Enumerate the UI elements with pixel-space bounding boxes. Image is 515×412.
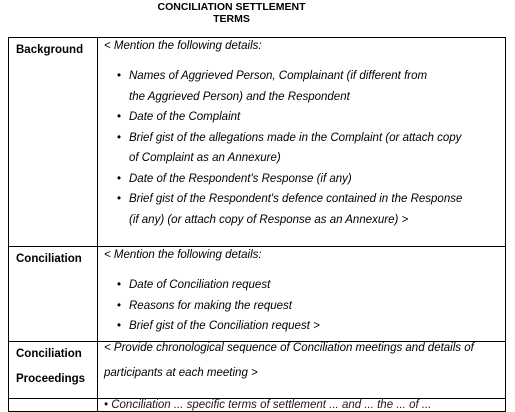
list-item-text: Date of the Respondent's Response (if any) — [129, 172, 352, 185]
list-item-text: Brief gist of the Conciliation request > — [129, 320, 320, 332]
list-item-text: Reasons for making the request — [129, 299, 293, 312]
conciliation-label: Conciliation — [16, 253, 82, 265]
list-item — [104, 169, 501, 190]
list-item-continuation — [104, 210, 501, 231]
bullet-icon: • — [117, 172, 122, 185]
list-item-text: of Complaint as an Annexure) — [129, 152, 281, 164]
list-item-text: Names of Aggrieved Person, Complainant (if different from — [129, 70, 428, 82]
bullet-icon: • — [117, 279, 122, 291]
conciliation-content-cell — [98, 247, 506, 342]
bullet-icon: • — [117, 320, 122, 332]
list-item-continuation — [104, 87, 501, 108]
list-item-text: Brief gist of the Respondent's defence contained in the Response — [129, 193, 463, 205]
proceedings-text-line-2: participants at each meeting > — [104, 367, 258, 379]
bullet-icon: • — [117, 131, 122, 144]
list-item-text: (if any) (or attach copy of Response as an Annexure) > — [129, 213, 409, 226]
background-row — [9, 38, 506, 247]
proceedings-text-line-1: < Provide chronological sequence of Conciliation meetings and details of — [104, 342, 474, 354]
background-label-cell — [9, 38, 98, 247]
settlement-terms-table — [8, 37, 506, 412]
title-line-1: CONCILIATION SETTLEMENT — [157, 1, 306, 13]
partial-content-cell — [98, 399, 506, 412]
background-bullet-list — [104, 66, 501, 230]
background-content-cell — [98, 38, 506, 247]
partial-text: • Conciliation ... specific terms of settlement ... and ... the ... of ... — [104, 399, 432, 411]
conciliation-bullet-list — [104, 275, 501, 337]
proceedings-label-line-1: Conciliation — [16, 348, 82, 360]
list-item — [104, 296, 501, 317]
list-item-text: Date of Conciliation request — [129, 279, 271, 291]
bullet-icon: • — [117, 299, 122, 312]
bullet-icon: • — [117, 70, 122, 82]
background-label: Background — [16, 44, 84, 56]
proceedings-content-cell — [98, 342, 506, 399]
proceedings-label-cell — [9, 342, 98, 399]
list-item — [104, 316, 501, 337]
list-item — [104, 107, 501, 128]
partial-label-cell — [9, 399, 98, 412]
document-title — [0, 1, 463, 25]
list-item-text: the Aggrieved Person) and the Respondent — [129, 90, 350, 103]
list-item-text: Date of the Complaint — [129, 111, 241, 123]
list-item — [104, 275, 501, 296]
list-item — [104, 189, 501, 210]
bullet-icon: • — [117, 193, 122, 205]
bullet-icon: • — [117, 111, 122, 123]
list-item — [104, 128, 501, 149]
list-item-continuation — [104, 148, 501, 169]
proceedings-label-line-2: Proceedings — [16, 373, 86, 385]
partial-row — [9, 399, 506, 412]
list-item-text: Brief gist of the allegations made in the Complaint (or attach copy — [129, 131, 462, 144]
background-intro: < Mention the following details: — [104, 40, 262, 52]
proceedings-row — [9, 342, 506, 399]
conciliation-row — [9, 247, 506, 342]
list-item — [104, 66, 501, 87]
conciliation-intro: < Mention the following details: — [104, 249, 262, 261]
title-line-2: TERMS — [213, 13, 250, 25]
conciliation-label-cell — [9, 247, 98, 342]
